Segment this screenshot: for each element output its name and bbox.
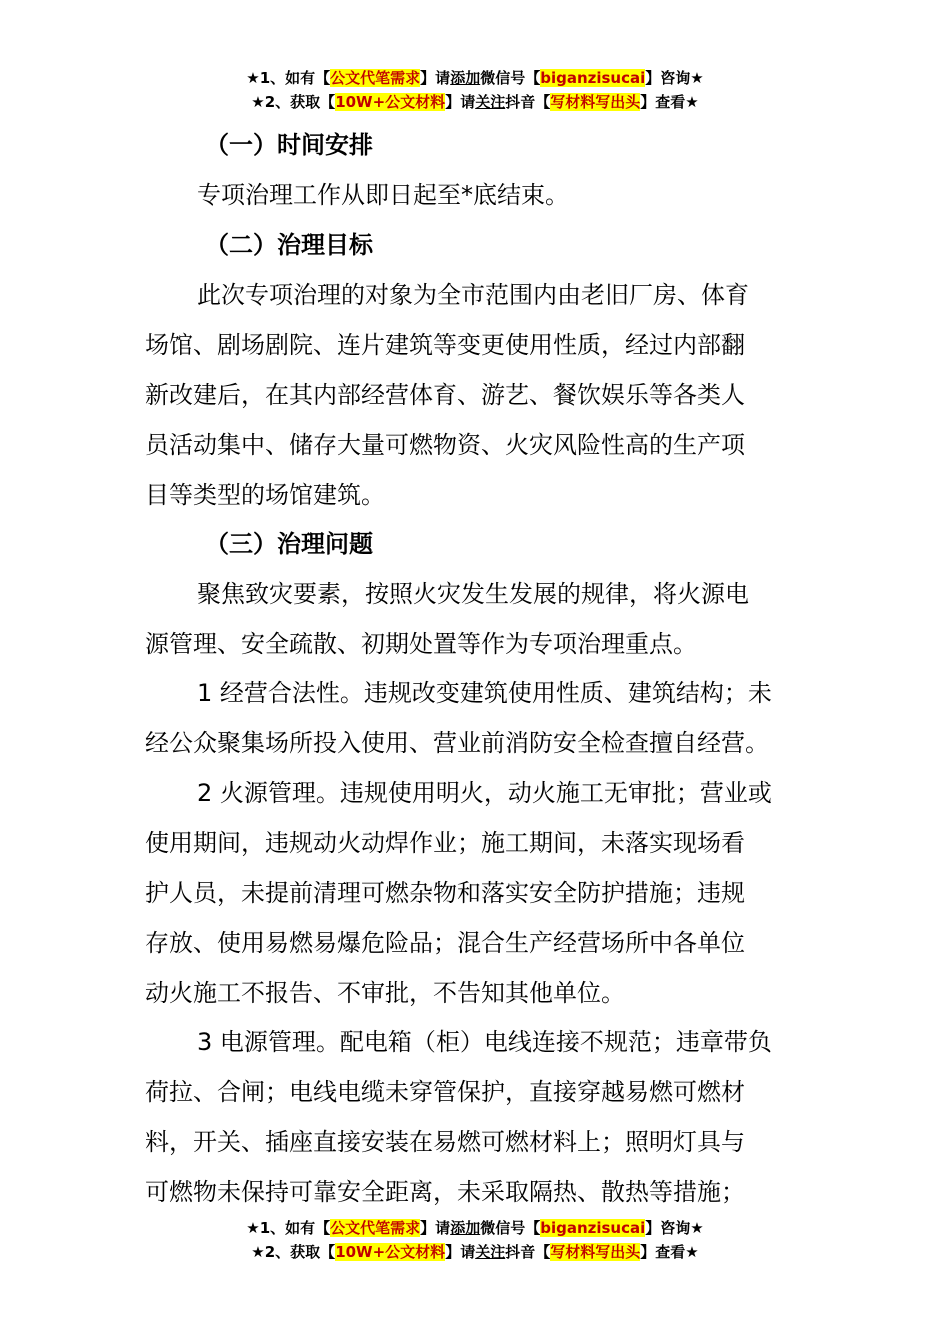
paragraph-line: 聚焦致灾要素，按照火灾发生发展的规律，将火源电: [197, 580, 749, 608]
paragraph-line: 动火施工不报告、不审批，不告知其他单位。: [145, 979, 625, 1007]
paragraph-line: 新改建后，在其内部经营体育、游艺、餐饮娱乐等各类人: [145, 381, 745, 409]
promo-text: 微信号【: [480, 1219, 541, 1237]
promo-text: ★1、如有【: [246, 1219, 331, 1237]
promo-text: ★2、获取【: [251, 93, 336, 111]
promo-text: 】请: [445, 1243, 476, 1261]
section-heading-2: （二）治理目标: [205, 231, 373, 259]
paragraph-line: 使用期间，违规动火动焊作业；施工期间，未落实现场看: [145, 829, 745, 857]
promo-text: 抖音【: [505, 93, 551, 111]
paragraph-line: 可燃物未保持可靠安全距离，未采取隔热、散热等措施；: [145, 1178, 745, 1206]
paragraph-line: 此次专项治理的对象为全市范围内由老旧厂房、体育: [197, 281, 749, 309]
promo-underlined: 关注: [475, 1243, 506, 1261]
promo-text: 抖音【: [505, 1243, 551, 1261]
promo-underlined: 关注: [475, 93, 506, 111]
paragraph-line: 1 经营合法性。违规改变建筑使用性质、建筑结构；未: [197, 679, 772, 707]
promo-text: 】请: [445, 93, 476, 111]
promo-text: ★2、获取【: [251, 1243, 336, 1261]
paragraph-line: 场馆、剧场剧院、连片建筑等变更使用性质，经过内部翻: [145, 331, 745, 359]
section-heading-3: （三）治理问题: [205, 530, 373, 558]
section-heading-1: （一）时间安排: [205, 131, 373, 159]
promo-banner-bottom: [0, 1216, 950, 1264]
promo-line-2: [0, 1240, 950, 1264]
promo-text: 】咨询★: [645, 1219, 704, 1237]
paragraph-line: 目等类型的场馆建筑。: [145, 481, 385, 509]
paragraph-line: 荷拉、合闸；电线电缆未穿管保护，直接穿越易燃可燃材: [145, 1078, 745, 1106]
promo-underlined: 添加: [450, 1219, 481, 1237]
promo-text: 】查看★: [640, 1243, 699, 1261]
paragraph-line: 员活动集中、储存大量可燃物资、火灾风险性高的生产项: [145, 431, 745, 459]
promo-banner-top: [0, 66, 950, 114]
promo-line-1: [0, 1216, 950, 1240]
paragraph-4: [145, 668, 810, 768]
paragraph-6: [145, 1017, 810, 1217]
paragraph-line: 源管理、安全疏散、初期处置等作为专项治理重点。: [145, 630, 697, 658]
promo-highlight-douyin-id: 写材料写出头: [550, 1243, 641, 1261]
paragraph-3: [145, 569, 810, 669]
promo-highlight: 10W+公文材料: [335, 93, 446, 111]
promo-text: 】查看★: [640, 93, 699, 111]
promo-highlight: 10W+公文材料: [335, 1243, 446, 1261]
promo-highlight: 公文代笔需求: [330, 1219, 421, 1237]
paragraph-5: [145, 768, 810, 1018]
promo-highlight-douyin-id: 写材料写出头: [550, 93, 641, 111]
promo-text: 】请: [420, 69, 451, 87]
promo-text: 微信号【: [480, 69, 541, 87]
promo-text: 】请: [420, 1219, 451, 1237]
promo-underlined: 添加: [450, 69, 481, 87]
paragraph-line: 料，开关、插座直接安装在易燃可燃材料上；照明灯具与: [145, 1128, 745, 1156]
promo-line-1: [0, 66, 950, 90]
paragraph-line: 存放、使用易燃易爆危险品；混合生产经营场所中各单位: [145, 929, 745, 957]
paragraph-line: 3 电源管理。配电箱（柜）电线连接不规范；违章带负: [197, 1028, 772, 1056]
paragraph-2: [145, 270, 810, 520]
paragraph-line: 专项治理工作从即日起至*底结束。: [197, 181, 569, 209]
paragraph-line: 2 火源管理。违规使用明火，动火施工无审批；营业或: [197, 779, 772, 807]
paragraph-line: 护人员，未提前清理可燃杂物和落实安全防护措施；违规: [145, 879, 745, 907]
promo-highlight-wechat-id: biganzisucai: [540, 1219, 646, 1237]
promo-text: 】咨询★: [645, 69, 704, 87]
promo-highlight: 公文代笔需求: [330, 69, 421, 87]
promo-text: ★1、如有【: [246, 69, 331, 87]
promo-highlight-wechat-id: biganzisucai: [540, 69, 646, 87]
paragraph-1: [145, 170, 810, 220]
paragraph-line: 经公众聚集场所投入使用、营业前消防安全检查擅自经营。: [145, 729, 769, 757]
promo-line-2: [0, 90, 950, 114]
